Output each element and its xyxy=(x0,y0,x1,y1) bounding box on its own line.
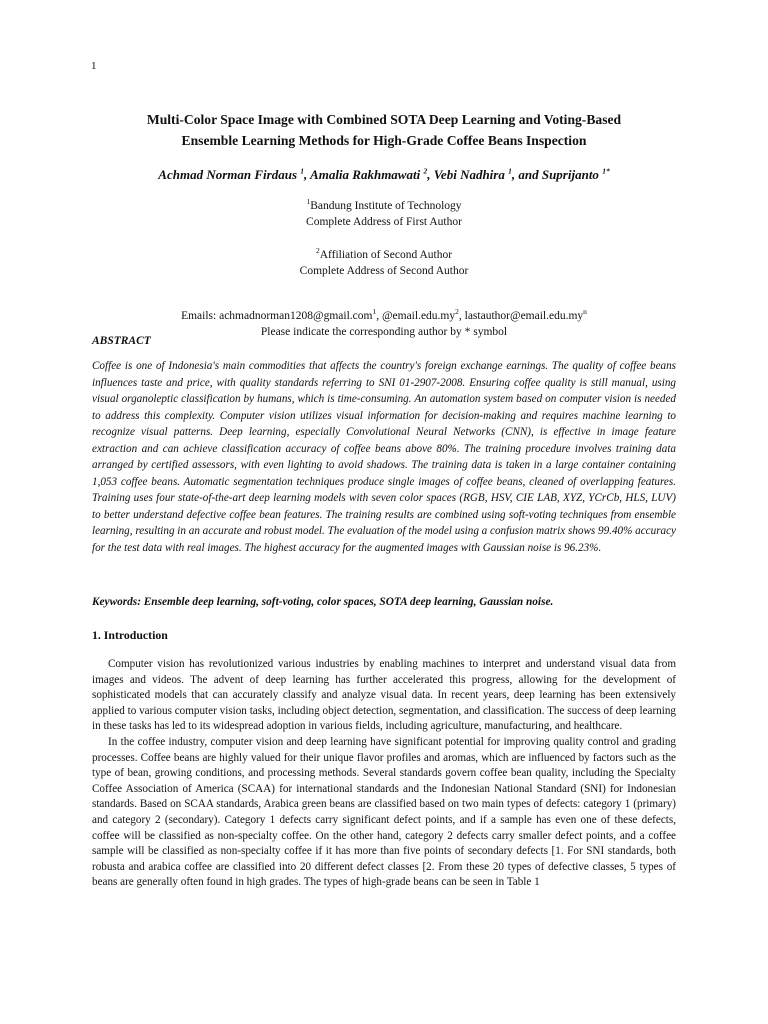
author-affiliation-mark: 1 xyxy=(300,166,304,176)
affiliation-1 xyxy=(92,198,676,230)
author-affiliation-mark: 1 xyxy=(508,166,512,176)
author-separator: , xyxy=(304,167,311,182)
author-affiliation-mark: 1* xyxy=(602,166,610,176)
keywords: Keywords: Ensemble deep learning, soft-voting, color spaces, SOTA deep learning, Gaussian noise. xyxy=(92,596,554,608)
title-line-1: Multi-Color Space Image with Combined SOTA Deep Learning and Voting-Based xyxy=(146,112,622,127)
affiliation-2 xyxy=(92,247,676,279)
author-name: Achmad Norman Firdaus xyxy=(158,167,297,182)
paper-title xyxy=(92,109,676,151)
paragraph: Computer vision has revolutionized various industries by enabling machines to interpret and understand visual data from images and videos. The advent of deep learning has further accelerated this progress, allowing for the development of sophisticated models that can accurately classify and analyze visual data. In recent years, deep learning has been extensively applied to various computer vision tasks, including object detection, segmentation, and classification. The success of deep learning in these tasks has led to its widespread adoption in various fields, including agriculture, manufacturing, and healthcare. xyxy=(92,658,676,733)
page-number: 1 xyxy=(91,60,97,72)
email-third[interactable]: lastauthor@email.edu.my xyxy=(464,310,584,322)
email-second[interactable]: @email.edu.my xyxy=(381,310,456,322)
section-heading-introduction: 1. Introduction xyxy=(92,628,168,642)
affiliation-mark: 1 xyxy=(306,197,311,207)
author-name: Vebi Nadhira xyxy=(433,167,505,182)
introduction-body xyxy=(92,657,676,891)
email-block xyxy=(92,308,676,340)
affiliation-mark: 2 xyxy=(315,246,320,256)
affiliation-name: Bandung Institute of Technology xyxy=(310,200,462,212)
author-separator: , xyxy=(427,167,434,182)
affiliation-address: Complete Address of First Author xyxy=(306,216,462,228)
author-name: Suprijanto xyxy=(541,167,599,182)
title-line-2: Ensemble Learning Methods for High-Grade Coffee Beans Inspection xyxy=(181,133,587,148)
author-affiliation-mark: 2 xyxy=(423,166,428,176)
paragraph: In the coffee industry, computer vision and deep learning have significant potential for improving quality control and grading processes. Coffee beans are highly valued for their unique flavor profiles and aromas, which are influenced by factors such as the type of bean, growing conditions, and processing methods. Several standards govern coffee bean quality, including the Specialty Coffee Association of America (SCAA) for international standards and the Indonesian National Standard (SNI) for Indonesian standards. Based on SCAA standards, Arabica green beans are classified based on two main types of defects: category 1 (primary) and category 2 (secondary). Category 1 defects carry significant defect points, and if a sample has even one of these defects, coffee will be classified as non-specialty coffee. On the other hand, category 2 defects carry smaller defect points, and a coffee sample will be classified as non-specialty coffee if it has more than five points of secondary defects [1. For SNI standards, both robusta and arabica coffee are classified into 20 different defect classes [2. From these 20 types of defective classes, 5 types of beans are generally often found in high grades. The types of high-grade beans can be seen in Table 1 xyxy=(92,735,676,889)
email-line: Emails: achmadnorman1208@gmail.com$^1$, $@email.edu.my^2$, $lastauthor@email.edu.my^n$ xyxy=(181,307,587,322)
abstract-text: Coffee is one of Indonesia's main commodities that affects the country's foreign exchange earnings. The quality of coffee beans influences taste and price, with quality standards referring to SNI 01-2907-2008. Ensuring coffee quality is still manual, using visual organoleptic classification by humans, which is time-consuming. An automation system based on computer vision is needed to address this complexity. Computer vision utilizes visual information for decision-making and requires machine learning to recognize visual patterns. Deep learning, especially Convolutional Neural Networks (CNN), is effective in image feature extraction and can achieve classification accuracy of coffee beans above 80%. The training procedure involves training data arranged by certified assessors, with even lighting to avoid shadows. The training data is taken in a large container containing 1,053 coffee beans. Automatic segmentation techniques produce single images of coffee beans, cleaned of overlapping features. Training uses four state-of-the-art deep learning models with seven color spaces (RGB, HSV, CIE LAB, XYZ, YCrCb, HLS, LUV) to better understand defective coffee bean features. The training results are combined using soft-voting techniques from ensemble learning, resulting in an accurate and robust model. The evaluation of the model using a confusion matrix shows 99.40% accuracy for the test data with real images. The highest accuracy for the augmented images with Gaussian noise is 96.23%. xyxy=(92,360,676,554)
affiliation-address: Complete Address of Second Author xyxy=(299,265,469,277)
author-name: Amalia Rakhmawati xyxy=(310,167,421,182)
affiliation-name: Affiliation of Second Author xyxy=(319,249,453,261)
corresponding-author-note: Please indicate the corresponding author by * symbol xyxy=(260,326,508,338)
email-first[interactable]: achmadnorman1208@gmail.com xyxy=(219,310,373,322)
abstract-heading: ABSTRACT xyxy=(92,335,151,347)
author-separator: , and xyxy=(511,167,542,182)
author-list xyxy=(92,166,676,184)
